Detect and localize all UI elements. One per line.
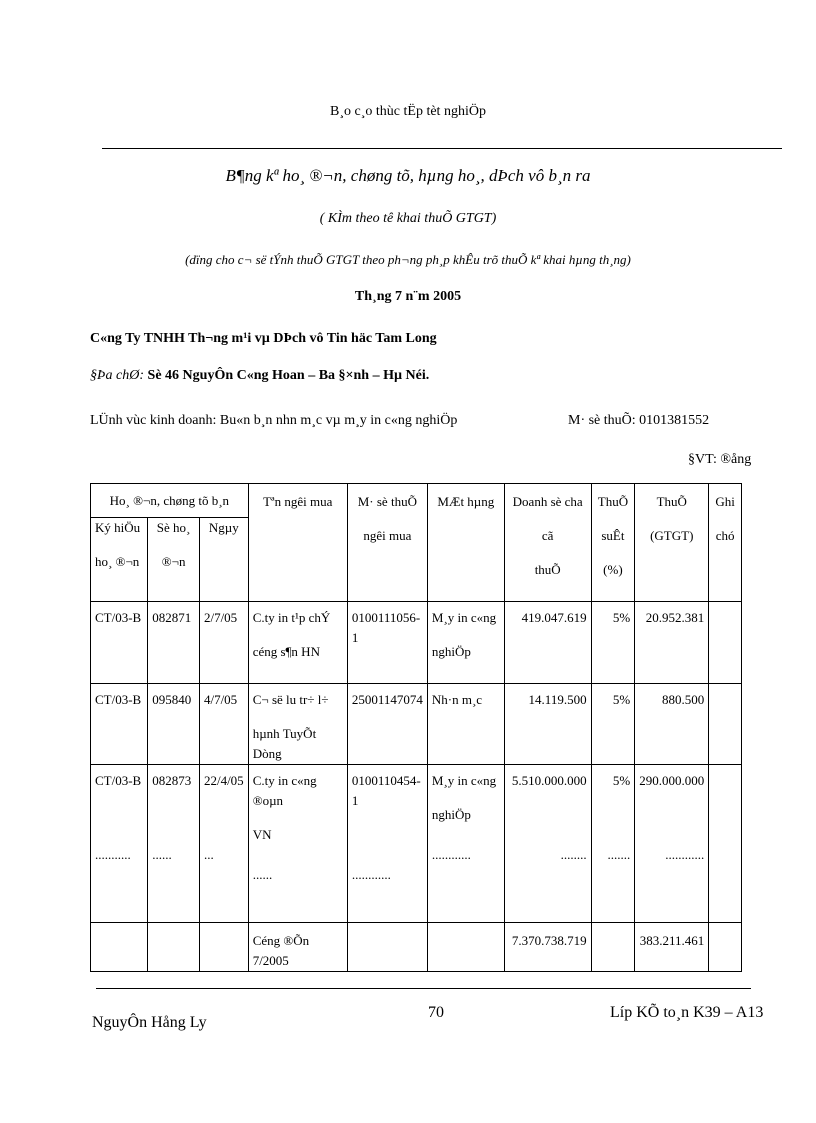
address-value: Sè 46 NguyÔn C«ng Hoan – Ba §×nh – Hµ Néi. — [144, 368, 430, 383]
table-row: CT/03-B 095840 4/7/05 C¬ së lu tr÷ l÷ hµnh TuyÕt Dòng 25001147074 Nh·n m¸c 14.119.500 5% 880.500 — [91, 684, 742, 765]
header-rule — [102, 148, 782, 149]
footer-rule — [96, 988, 751, 989]
sales-invoice-table — [90, 483, 742, 972]
buyer-tax-header: M· sè thuÕ ngêi mua — [347, 484, 427, 602]
revenue-header: Doanh sè cha cã thuÕ — [504, 484, 591, 602]
report-month: Th¸ng 7 n¨m 2005 — [354, 289, 462, 304]
footer-author: NguyÔn Hång Ly — [92, 1014, 207, 1031]
total-label: Céng ®Õn 7/2005 — [248, 923, 347, 972]
report-header: B¸o c¸o thùc tËp tèt nghiÖp — [330, 104, 486, 119]
buyer-name-header: Tªn ngêi mua — [248, 484, 347, 602]
number-header: Sè ho¸ ®¬n — [148, 518, 200, 602]
invoice-group-header: Ho¸ ®¬n, chøng tõ b¸n — [91, 484, 249, 518]
item-header: MÆt hµng — [427, 484, 504, 602]
table-total-row — [91, 923, 742, 972]
company-name: C«ng Ty TNHH Th¬ng m¹i vµ DÞch vô Tin häc Tam Long — [90, 331, 437, 346]
total-vat: 383.211.461 — [635, 923, 709, 972]
business-field: LÜnh vùc kinh doanh: Bu«n b¸n nhn m¸c vµ m¸y in c«ng nghiÖp — [90, 413, 458, 428]
address-label: §Þa chØ: — [90, 368, 145, 383]
document-title: B¶ng kª ho¸ ®¬n, chøng tõ, hµng ho¸, dÞch vô b¸n ra — [225, 166, 591, 185]
symbol-header: Ký hiÖu ho¸ ®¬n — [91, 518, 148, 602]
subtitle-attachment: ( KÌm theo tê khai thuÕ GTGT) — [319, 211, 497, 226]
date-header: Ngµy — [199, 518, 248, 602]
table-header-row — [91, 484, 742, 518]
total-revenue: 7.370.738.719 — [504, 923, 591, 972]
note-header: Ghi chó — [709, 484, 742, 602]
company-address — [90, 368, 429, 384]
vat-header: ThuÕ (GTGT) — [635, 484, 709, 602]
table-row: CT/03-B ........... 082873 ...... 22/4/05 ... C.ty in c«ng ®oµn VN ...... 0100110454-1 ............ M¸y in c«ng nghiÖp ............ 5.510.000.000 ........ 5% ....... 290.000.000 ............ — [91, 765, 742, 923]
footer-class: Líp KÕ to¸n K39 – A13 — [610, 1004, 764, 1021]
currency-unit: §VT: ®ång — [688, 452, 752, 467]
tax-code: M· sè thuÕ: 0101381552 — [568, 413, 710, 428]
tax-rate-header: ThuÕ suÊt (%) — [591, 484, 635, 602]
table-row: CT/03-B 082871 2/7/05 C.ty in t¹p chÝ céng s¶n HN 0100111056-1 M¸y in c«ng nghiÖp 419.047.619 5% 20.952.381 — [91, 602, 742, 684]
footer-page-number: 70 — [428, 1004, 444, 1021]
subtitle-usage: (dïng cho c¬ së tÝnh thuÕ GTGT theo ph¬ng ph¸p khÊu trõ thuÕ kª khai hµng th¸ng) — [185, 252, 631, 267]
